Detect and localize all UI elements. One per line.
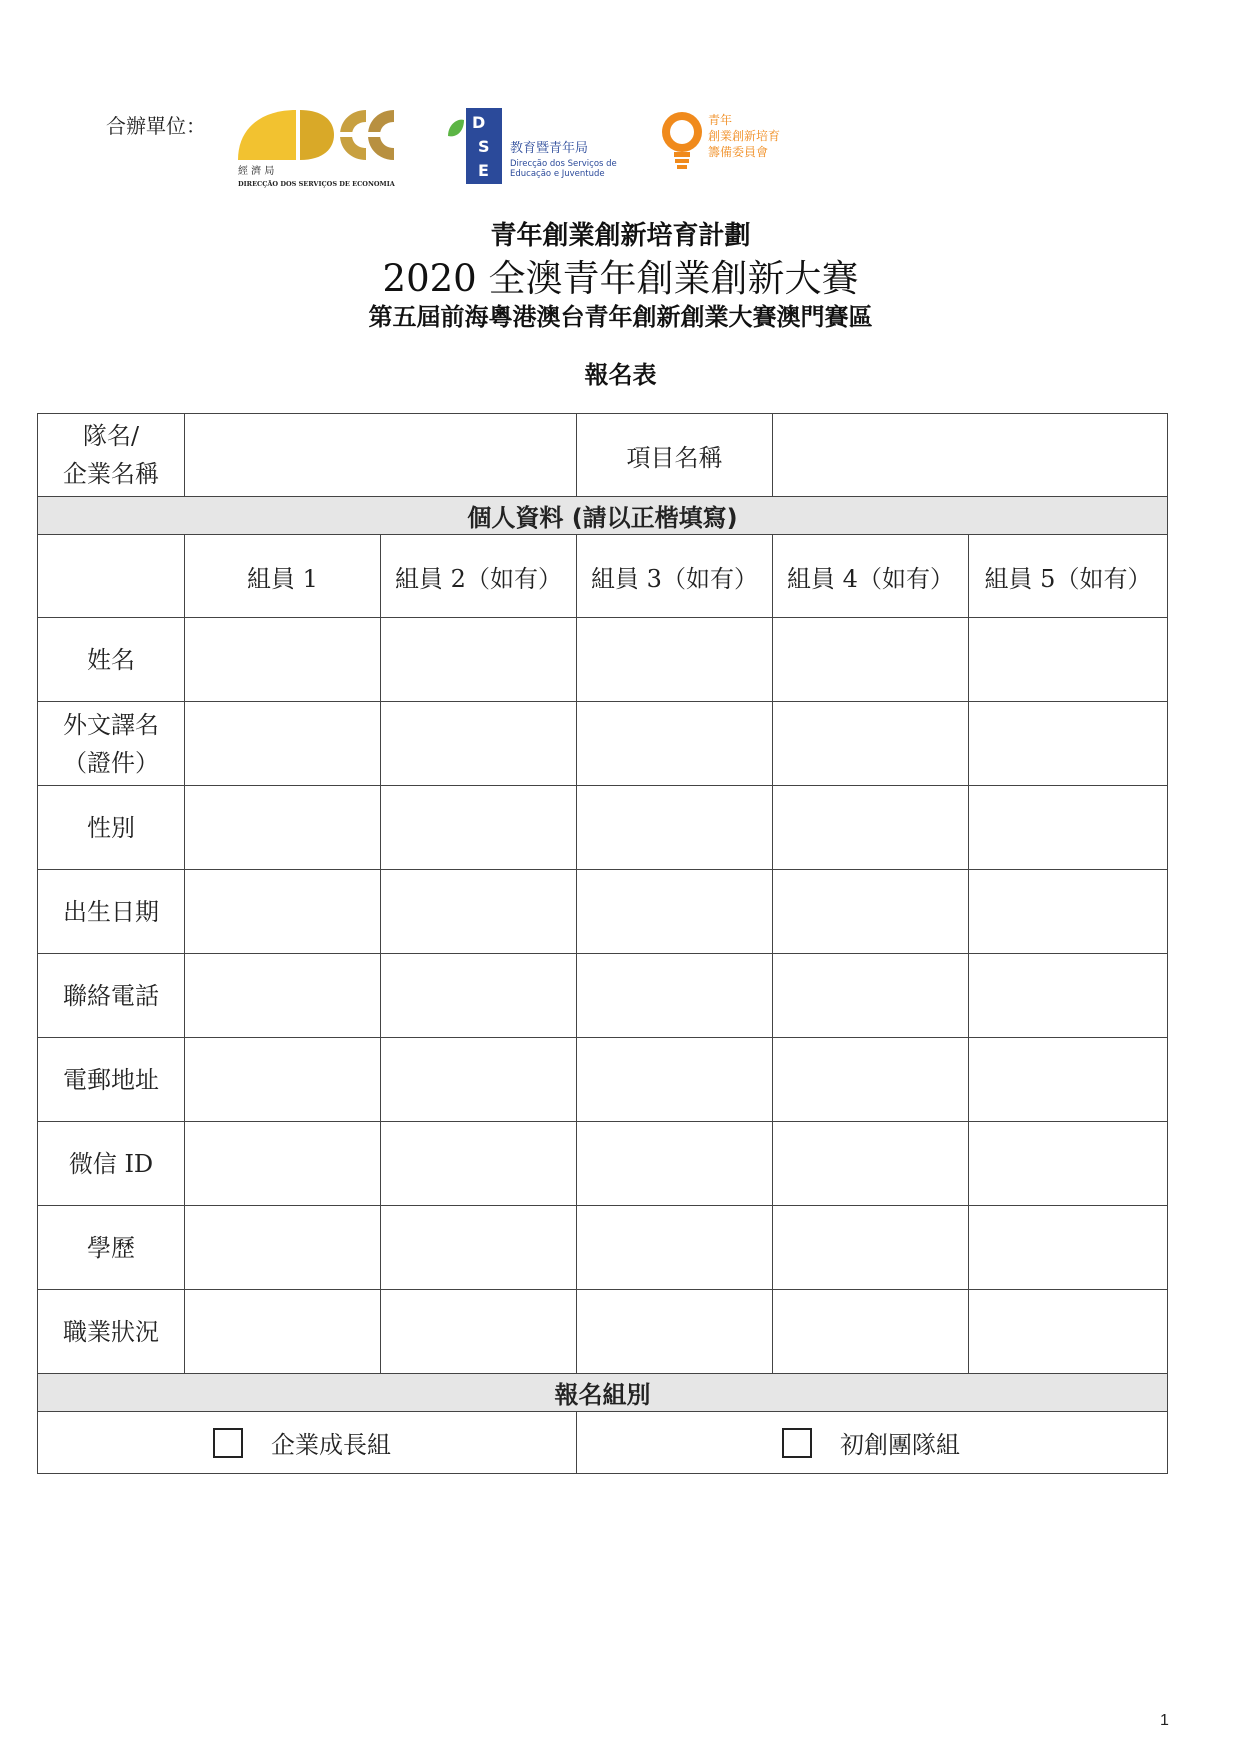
input-cell[interactable] — [773, 1122, 969, 1206]
input-cell[interactable] — [381, 1206, 577, 1290]
input-cell[interactable] — [185, 954, 381, 1038]
input-cell[interactable] — [969, 1122, 1168, 1206]
field-label-gender: 性別 — [38, 786, 185, 870]
field-row-email — [38, 1038, 1168, 1122]
team-row — [38, 414, 1168, 497]
team-name-field[interactable] — [185, 414, 577, 497]
dsedj-logo — [446, 106, 626, 186]
input-cell[interactable] — [185, 702, 381, 786]
project-name-field[interactable] — [773, 414, 1168, 497]
input-cell[interactable] — [381, 1290, 577, 1374]
input-cell[interactable] — [773, 618, 969, 702]
input-cell[interactable] — [577, 786, 773, 870]
field-label-education: 學歷 — [38, 1206, 185, 1290]
input-cell[interactable] — [773, 702, 969, 786]
youth-logo-text-1: 青年 — [708, 113, 733, 127]
group-section — [38, 1374, 1168, 1412]
project-name-label: 項目名稱 — [577, 414, 773, 497]
svg-text:D: D — [472, 113, 486, 132]
input-cell[interactable] — [185, 618, 381, 702]
field-label-wechat: 微信 ID — [38, 1122, 185, 1206]
input-cell[interactable] — [773, 1206, 969, 1290]
checkbox-growth-group[interactable] — [213, 1428, 243, 1458]
personal-info-heading: 個人資料 (請以正楷填寫) — [38, 497, 1168, 535]
member-column-2: 組員 2（如有） — [381, 535, 577, 618]
field-row-name — [38, 618, 1168, 702]
input-cell[interactable] — [969, 954, 1168, 1038]
field-label-occupation: 職業狀況 — [38, 1290, 185, 1374]
input-cell[interactable] — [773, 1038, 969, 1122]
checkbox-startup-group[interactable] — [782, 1428, 812, 1458]
dsec-logo-text-pt: DIRECÇÃO DOS SERVIÇOS DE ECONOMIA — [238, 180, 395, 188]
input-cell[interactable] — [773, 870, 969, 954]
field-label-name: 姓名 — [38, 618, 185, 702]
group-heading: 報名組別 — [38, 1374, 1168, 1412]
input-cell[interactable] — [969, 786, 1168, 870]
group-option-growth-label: 企業成長組 — [271, 1431, 391, 1459]
youth-logo-text-2: 創業創新培育 — [708, 129, 781, 143]
field-row-occupation — [38, 1290, 1168, 1374]
group-option-growth[interactable] — [38, 1412, 577, 1474]
input-cell[interactable] — [969, 618, 1168, 702]
dsec-logo-text-zh: 經 濟 局 — [238, 166, 275, 177]
youth-committee-logo — [660, 108, 800, 188]
member-column-3: 組員 3（如有） — [577, 535, 773, 618]
group-options-row — [38, 1412, 1168, 1474]
registration-form-table — [37, 413, 1168, 1474]
input-cell[interactable] — [381, 702, 577, 786]
field-row-gender — [38, 786, 1168, 870]
input-cell[interactable] — [969, 870, 1168, 954]
input-cell[interactable] — [381, 954, 577, 1038]
member-column-1: 組員 1 — [185, 535, 381, 618]
member-column-5: 組員 5（如有） — [969, 535, 1168, 618]
form-title: 報名表 — [584, 361, 657, 389]
svg-text:E: E — [478, 161, 489, 180]
input-cell[interactable] — [185, 786, 381, 870]
field-label-foreign-name: 外文譯名 （證件） — [38, 702, 185, 786]
field-row-birthdate — [38, 870, 1168, 954]
field-row-phone — [38, 954, 1168, 1038]
input-cell[interactable] — [773, 1290, 969, 1374]
input-cell[interactable] — [969, 1206, 1168, 1290]
field-label-phone: 聯絡電話 — [38, 954, 185, 1038]
page-number: 1 — [1160, 1712, 1169, 1729]
input-cell[interactable] — [577, 1290, 773, 1374]
group-option-startup[interactable] — [577, 1412, 1168, 1474]
field-row-education — [38, 1206, 1168, 1290]
input-cell[interactable] — [381, 786, 577, 870]
svg-text:S: S — [478, 137, 490, 156]
dsec-logo — [234, 108, 398, 190]
team-name-label: 隊名/ 企業名稱 — [38, 414, 185, 497]
input-cell[interactable] — [577, 870, 773, 954]
input-cell[interactable] — [185, 1290, 381, 1374]
group-option-startup-label: 初創團隊組 — [840, 1431, 960, 1459]
input-cell[interactable] — [185, 1206, 381, 1290]
input-cell[interactable] — [381, 1038, 577, 1122]
input-cell[interactable] — [185, 870, 381, 954]
input-cell[interactable] — [577, 954, 773, 1038]
input-cell[interactable] — [969, 1290, 1168, 1374]
page-subtitle: 第五屆前海粵港澳台青年創新創業大賽澳門賽區 — [368, 303, 873, 331]
input-cell[interactable] — [381, 1122, 577, 1206]
input-cell[interactable] — [577, 1122, 773, 1206]
input-cell[interactable] — [185, 1122, 381, 1206]
corner-cell — [38, 535, 185, 618]
input-cell[interactable] — [773, 954, 969, 1038]
field-label-email: 電郵地址 — [38, 1038, 185, 1122]
youth-logo-text-3: 籌備委員會 — [708, 145, 769, 159]
organizers-label: 合辦單位： — [106, 114, 206, 138]
dsedj-logo-text-zh: 教育暨青年局 — [510, 141, 589, 156]
member-header-row — [38, 535, 1168, 618]
dsedj-logo-text-pt2: Educação e Juventude — [510, 169, 605, 179]
field-row-foreign-name — [38, 702, 1168, 786]
page-title: 2020 全澳青年創業創新大賽 — [382, 257, 859, 300]
input-cell[interactable] — [381, 618, 577, 702]
personal-info-section — [38, 497, 1168, 535]
input-cell[interactable] — [577, 1038, 773, 1122]
input-cell[interactable] — [773, 786, 969, 870]
input-cell[interactable] — [969, 1038, 1168, 1122]
input-cell[interactable] — [185, 1038, 381, 1122]
program-title: 青年創業創新培育計劃 — [490, 221, 751, 251]
member-column-4: 組員 4（如有） — [773, 535, 969, 618]
field-label-birthdate: 出生日期 — [38, 870, 185, 954]
input-cell[interactable] — [577, 702, 773, 786]
input-cell[interactable] — [381, 870, 577, 954]
dsedj-logo-text-pt1: Direcção dos Serviços de — [510, 159, 617, 169]
input-cell[interactable] — [577, 618, 773, 702]
input-cell[interactable] — [577, 1206, 773, 1290]
field-row-wechat — [38, 1122, 1168, 1206]
input-cell[interactable] — [969, 702, 1168, 786]
